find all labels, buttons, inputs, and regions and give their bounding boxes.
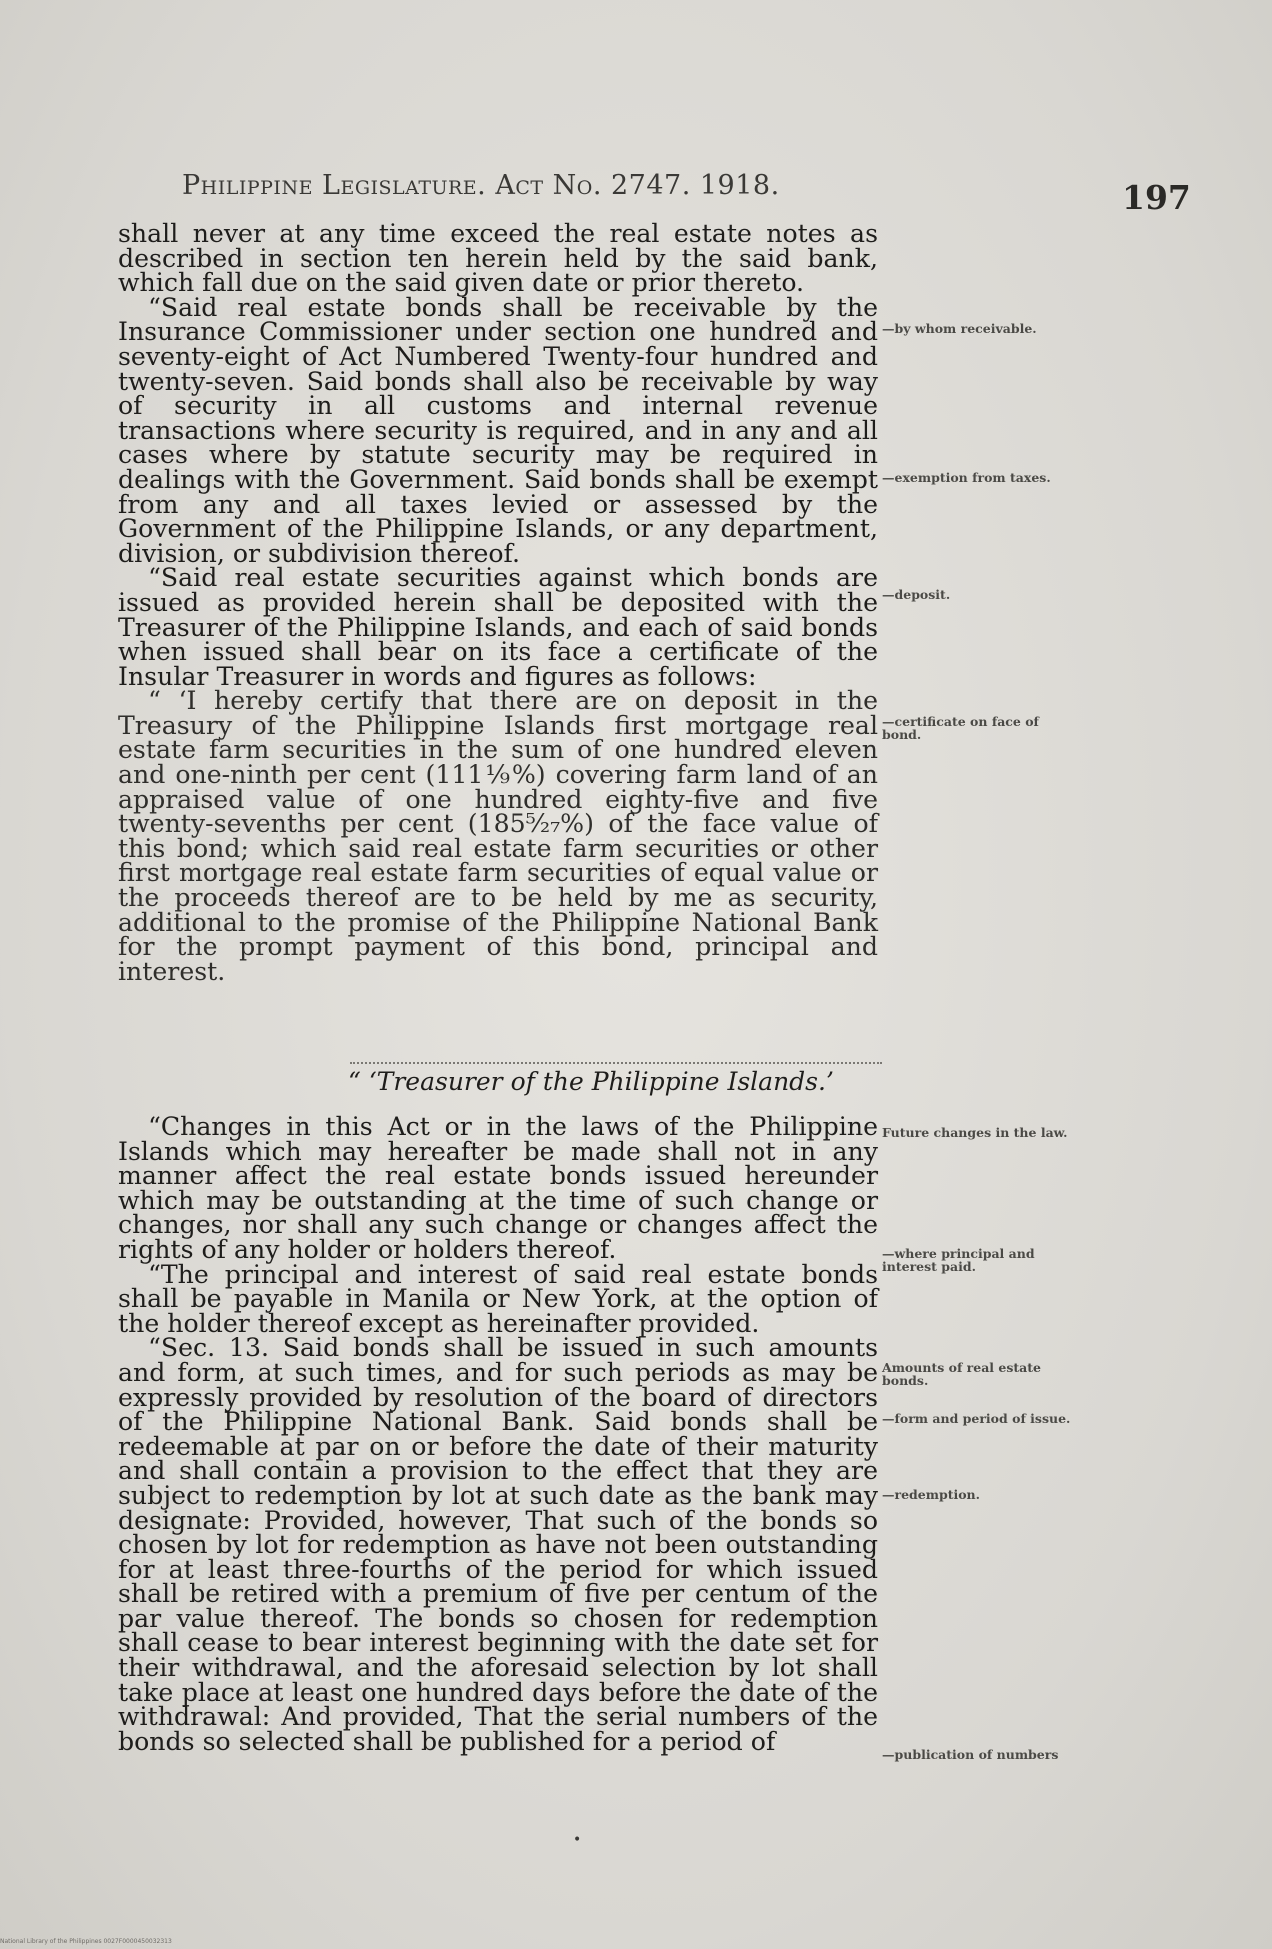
margin-note: —exemption from taxes. (882, 470, 1051, 485)
margin-note: —form and period of issue. (882, 1411, 1071, 1426)
margin-note: —publication of numbers (882, 1747, 1059, 1762)
margin-note: —deposit. (882, 587, 951, 602)
body-text (118, 219, 878, 1756)
paragraph: “Changes in this Act or in the laws of the Philippine Islands which may hereafter be made shall not in any manner affect the real estate bonds issued hereunder which may be outstanding at the time of such change or changes, nor shall any such change or changes affect the rights of any holder or holders thereof. (118, 1112, 878, 1264)
signature-rule (350, 1062, 882, 1064)
certificate-paragraph: “ ‘I hereby certify that there are on deposit in the Treasury of the Philippine Islands first mortgage real estate farm securities in the sum of one hundred eleven and one-ninth per cent (111⅑%) covering farm land of an appraised value of one hundred eighty-five and five twenty-sevenths per cent (185⁵⁄₂₇%) of the face value of this bond; which said real estate farm securities or other first mortgage real estate farm securities of equal value or the proceeds thereof are to be held by me as security, additional to the promise of the Philippine National Bank for the prompt payment of this bond, principal and interest. (118, 686, 878, 986)
signature-block (118, 1062, 878, 1095)
signature-line: “ ‘Treasurer of the Philippine Islands.’ (348, 1067, 834, 1097)
paragraph: “The principal and interest of said real estate bonds shall be payable in Manila or New York, at the option of the holder thereof except as hereinafter provided. (118, 1259, 878, 1338)
paragraph: “Sec. 13. Said bonds shall be issued in such amounts and form, at such times, and for such periods as may be expressly provided by resolution of the board of directors of the Philippine National Bank. Said bonds shall be redeemable at par on or before the date of their maturity and shall contain a provision to the effect that they are subject to redemption by lot at such date as the bank may designate: Provided, however, That such of the bonds so chosen by lot for redemption as have not been outstanding for at least three-fourths of the period for which issued shall be retired with a premium of five per centum of the par value thereof. The bonds so chosen for redemption shall cease to bear interest beginning with the date set for their withdrawal, and the aforesaid selection by lot shall take place at least one hundred days before the date of the withdrawal: And provided, That the serial numbers of the bonds so selected shall be published for a period of (118, 1333, 878, 1756)
center-mark: • (573, 1832, 582, 1848)
paragraph: “Said real estate securities against which bonds are issued as provided herein shall be deposited with the Treasurer of the Philippine Islands, and each of said bonds when issued shall bear on its face a certificate of the Insular Treasurer in words and figures as follows: (118, 563, 878, 691)
library-footer-tag: National Library of the Philippines 0027F0000450032313 (0, 1938, 172, 1945)
paragraph: “Said real estate bonds shall be receivable by the Insurance Commissioner under section one hundred and seventy-eight of Act Numbered Twenty-four hundred and twenty-seven. Said bonds shall also be receivable by way of security in all customs and internal revenue transactions where security is required, and in any and all cases where by statute security may be required in dealings with the Government. Said bonds shall be exempt from any and all taxes levied or assessed by the Government of the Philippine Islands, or any department, division, or subdivision thereof. (118, 292, 878, 568)
margin-note: Amounts of real estate bonds. (882, 1360, 1041, 1388)
margin-note: —certificate on face of bond. (882, 714, 1039, 742)
margin-note: —redemption. (882, 1487, 980, 1502)
margin-note: Future changes in the law. (882, 1125, 1068, 1140)
page-number: 197 (1122, 178, 1191, 217)
margin-note: —where principal and interest paid. (882, 1246, 1035, 1274)
running-head: Philippine Legislature. Act No. 2747. 1918. (182, 170, 780, 201)
paragraph: shall never at any time exceed the real estate notes as described in section ten herein held by the said bank, which fall due on the said given date or prior thereto. (118, 219, 878, 298)
margin-note: —by whom receivable. (882, 321, 1037, 336)
